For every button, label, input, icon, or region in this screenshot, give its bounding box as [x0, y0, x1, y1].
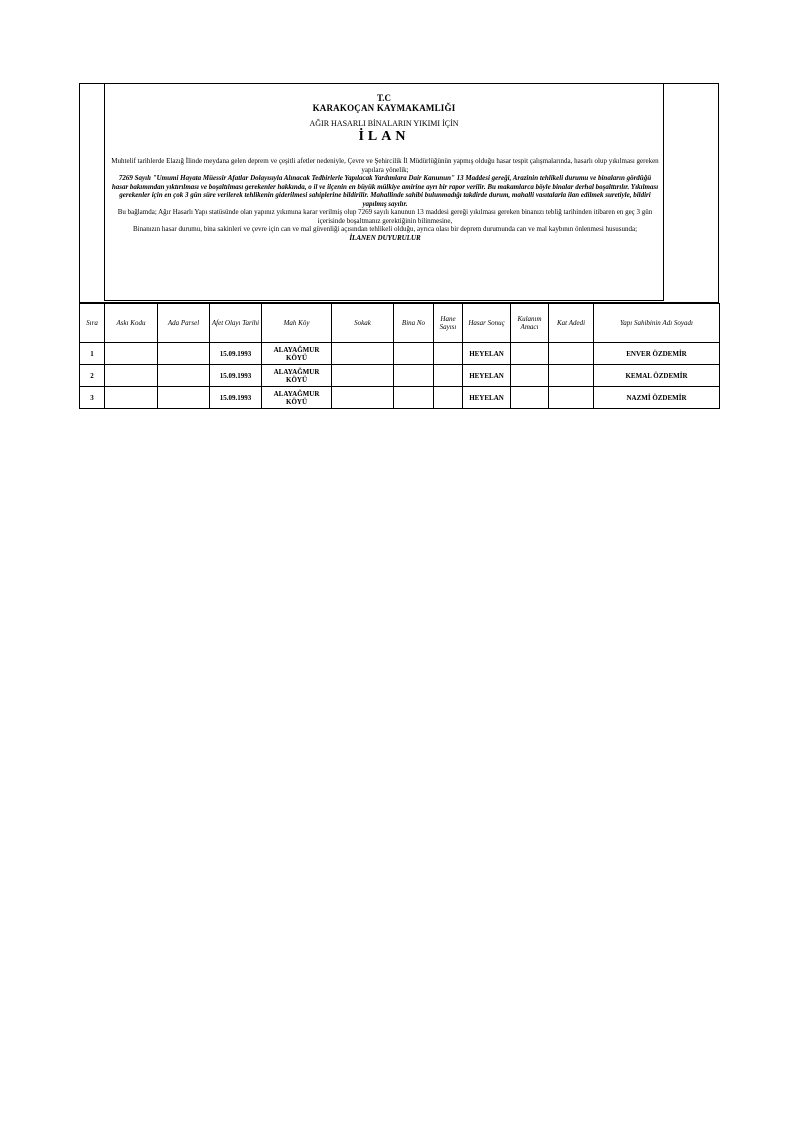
- cell-afet-tarihi: 15.09.1993: [210, 365, 262, 387]
- village-suffix: KÖYÜ: [286, 375, 307, 384]
- cell-kullanim-amaci: [511, 387, 549, 409]
- building-list-table: [79, 303, 720, 409]
- cell-afet-tarihi: 15.09.1993: [210, 387, 262, 409]
- table-row: [80, 387, 720, 409]
- announcement-body: [111, 157, 659, 242]
- village-suffix: KÖYÜ: [286, 397, 307, 406]
- subject-line: AĞIR HASARLI BİNALARIN YIKIMI İÇİN: [309, 119, 459, 128]
- cell-hane-sayisi: [434, 365, 463, 387]
- cell-bina-no: [394, 365, 434, 387]
- header-sira: Sıra: [80, 304, 105, 343]
- cell-hane-sayisi: [434, 387, 463, 409]
- village-name: ALAYAĞMUR: [273, 345, 320, 354]
- tc-label: T.C: [376, 93, 392, 103]
- paragraph-intro: Muhtelif tarihlerde Elazığ İlinde meydana gelen deprem ve çeşitli afetler nedeniyle, Çevre ve Şehircilik İl Müdürlüğünün yapmış olduğu hasar tespit çalışmalarında, hasarlı olup yıkılması gereken yapılara yönelik;: [111, 157, 659, 174]
- announcement-box: [104, 83, 664, 301]
- announcement-sheet: [79, 83, 719, 413]
- header-aski-kodu: Askı Kodu: [105, 304, 158, 343]
- header-sokak: Sokak: [332, 304, 394, 343]
- village-name: ALAYAĞMUR: [273, 389, 320, 398]
- header-kullanim-amaci: Kulanım Amacı: [511, 304, 549, 343]
- cell-mah-koy: [262, 365, 332, 387]
- cell-sokak: [332, 343, 394, 365]
- cell-ada-parsel: [158, 387, 210, 409]
- cell-sira: 2: [80, 365, 105, 387]
- header-ada-parsel: Ada Parsel: [158, 304, 210, 343]
- header-afet-tarihi: Afet Olayı Tarihi: [210, 304, 262, 343]
- cell-aski-kodu: [105, 343, 158, 365]
- table-row: [80, 365, 720, 387]
- cell-sokak: [332, 387, 394, 409]
- cell-yapi-sahibi: KEMAL ÖZDEMİR: [594, 365, 720, 387]
- announcement-title: İLAN: [358, 129, 410, 144]
- cell-ada-parsel: [158, 343, 210, 365]
- cell-yapi-sahibi: NAZMİ ÖZDEMİR: [594, 387, 720, 409]
- table-header-row: [80, 304, 720, 343]
- cell-sira: 1: [80, 343, 105, 365]
- announcement-header: [105, 93, 663, 145]
- cell-afet-tarihi: 15.09.1993: [210, 343, 262, 365]
- cell-kullanim-amaci: [511, 343, 549, 365]
- cell-hasar-sonuc: HEYELAN: [463, 387, 511, 409]
- cell-aski-kodu: [105, 365, 158, 387]
- cell-kullanim-amaci: [511, 365, 549, 387]
- cell-yapi-sahibi: ENVER ÖZDEMİR: [594, 343, 720, 365]
- cell-kat-adedi: [549, 365, 594, 387]
- paragraph-decision: Bu bağlamda; Ağır Hasarlı Yapı statüsünde olan yapınız yıkımına karar verilmiş olup 7269 sayılı kanunun 13 maddesi gereği yıkılması gereken binanızı tebliğ tarihinden itibaren en geç 3 gün içerisinde boşaltmanız gerektiğinin bilinmesine,: [117, 208, 653, 225]
- table-row: [80, 343, 720, 365]
- closing-line: İLANEN DUYURULUR: [349, 233, 421, 242]
- header-hasar-sonuc: Hasar Sonuç: [463, 304, 511, 343]
- header-hane-sayisi: Hane Sayısı: [434, 304, 463, 343]
- header-mah-koy: Mah Köy: [262, 304, 332, 343]
- cell-kat-adedi: [549, 387, 594, 409]
- office-name: KARAKOÇAN KAYMAKAMLIĞI: [312, 103, 456, 113]
- cell-sokak: [332, 365, 394, 387]
- cell-hasar-sonuc: HEYELAN: [463, 343, 511, 365]
- cell-kat-adedi: [549, 343, 594, 365]
- header-bina-no: Bina No: [394, 304, 434, 343]
- header-yapi-sahibi: Yapı Sahibinin Adı Soyadı: [594, 304, 720, 343]
- cell-mah-koy: [262, 343, 332, 365]
- cell-mah-koy: [262, 387, 332, 409]
- cell-ada-parsel: [158, 365, 210, 387]
- header-kat-adedi: Kat Adedi: [549, 304, 594, 343]
- cell-bina-no: [394, 343, 434, 365]
- paragraph-law: 7269 Sayılı "Umumi Hayata Müessir Afatlar Dolayısıyla Alınacak Tedbirlerle Yapılacak Yardımlara Dair Kanunun" 13 Maddesi gereği, Arazinin tehlikeli durumu ve binaların gördüğü hasar bakımından yıktırılması ve boşaltılması gerekenler hakkında, o il ve ilçenin en büyük mülkiye amirine ayrı bir rapor verilir. Bu makamlarca böyle binalar derhal boşalttırılır. Yıkılması gerekenler için en çok 3 gün süre verilerek tehlikenin giderilmesi sahiplerine bildirilir. Mahallinde sahibi bulunmadığı takdirde durum, mahalli vasıtalarla ilan edilmek suretiyle, bildiri yapılmış sayılır.: [111, 174, 659, 208]
- village-name: ALAYAĞMUR: [273, 367, 320, 376]
- cell-bina-no: [394, 387, 434, 409]
- cell-sira: 3: [80, 387, 105, 409]
- village-suffix: KÖYÜ: [286, 353, 307, 362]
- cell-hane-sayisi: [434, 343, 463, 365]
- paragraph-warning: Binanızın hasar durumu, bina sakinleri ve çevre için can ve mal güvenliği açısından tehlikeli olduğu, ayrıca olası bir deprem durumunda can ve mal kaybının önlenmesi hususunda;: [132, 225, 638, 233]
- cell-hasar-sonuc: HEYELAN: [463, 365, 511, 387]
- cell-aski-kodu: [105, 387, 158, 409]
